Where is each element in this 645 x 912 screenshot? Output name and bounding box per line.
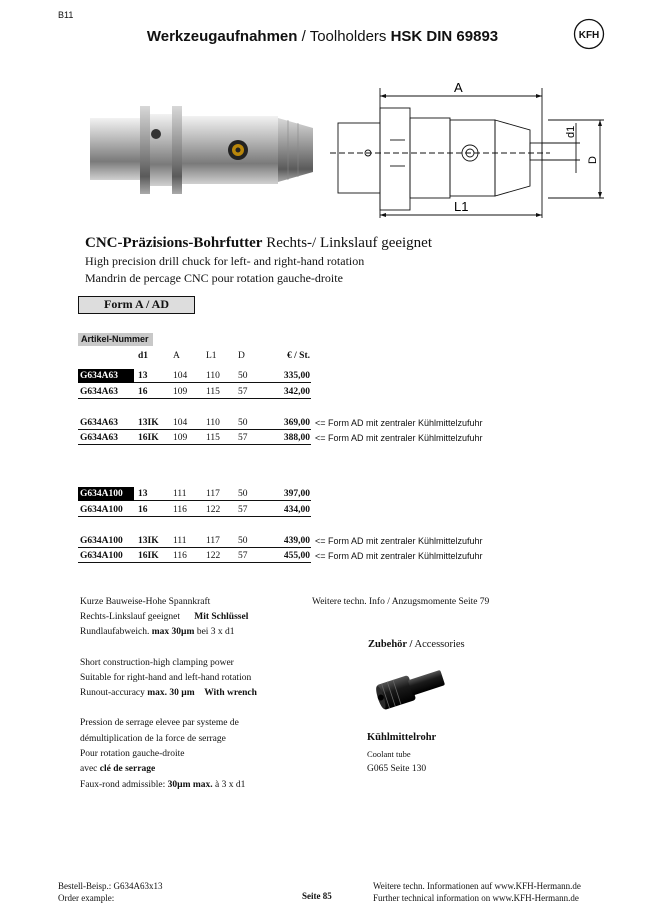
- row-l1: 117: [206, 489, 220, 499]
- title-standard: HSK DIN 69893: [390, 28, 499, 45]
- website-de: Weitere techn. Informationen auf www.KFH-Hermann.de: [373, 881, 581, 891]
- technical-drawing: [330, 78, 615, 228]
- feature-en-2: Suitable for right-hand and left-hand rotation: [80, 673, 252, 683]
- col-l1: L1: [206, 351, 217, 361]
- feature-en-1: Short construction-high clamping power: [80, 658, 234, 668]
- row-d1: 16: [138, 505, 148, 515]
- accessories-title: [368, 638, 465, 652]
- row-article: G634A63: [80, 418, 118, 428]
- order-example-de: Bestell-Beisp.: G634A63x13: [58, 881, 163, 891]
- row-price: 434,00: [283, 505, 310, 515]
- row-d1: 13: [138, 489, 148, 499]
- row-d1: 16: [138, 387, 148, 397]
- row-d: 50: [238, 371, 248, 381]
- feature-fr-2: démultiplication de la force de serrage: [80, 734, 226, 744]
- row-price: 388,00: [283, 433, 310, 443]
- row-d1: 13IK: [138, 418, 159, 428]
- feature-fr-5: [80, 778, 245, 792]
- table-row: [78, 431, 483, 445]
- page-number: Seite 85: [302, 891, 332, 901]
- table-row: [78, 503, 311, 517]
- heading-de: [85, 235, 432, 252]
- row-d1: 16IK: [138, 433, 159, 443]
- website-en: Further technical information on www.KFH-Hermann.de: [373, 893, 579, 903]
- row-article: G634A100: [80, 551, 123, 561]
- row-d: 57: [238, 551, 248, 561]
- feature-de-3c: bei 3 x d1: [196, 627, 235, 637]
- kfh-logo-icon: [573, 18, 605, 50]
- coolant-tube-image: [370, 665, 450, 710]
- dim-d-label: D: [587, 156, 599, 164]
- dim-d1-label: d1: [565, 125, 577, 138]
- row-note: <= Form AD mit zentraler Kühlmittelzufuhr: [315, 536, 483, 546]
- feature-de-3b: max 30µm: [151, 627, 195, 637]
- row-price: 439,00: [283, 536, 310, 546]
- heading-fr: Mandrin de percage CNC pour rotation gauche-droite: [85, 271, 343, 285]
- accessories-title-rest: Accessories: [414, 639, 465, 650]
- row-price: 335,00: [283, 371, 310, 381]
- row-l1: 115: [206, 433, 220, 443]
- accessory-name-en: Coolant tube: [367, 749, 411, 759]
- feature-fr-5c: à 3 x d1: [215, 780, 246, 790]
- logo-text: KFH: [578, 30, 600, 41]
- row-d: 57: [238, 505, 248, 515]
- row-a: 109: [173, 433, 188, 443]
- feature-en-3b: max. 30 µm: [147, 688, 195, 698]
- row-d: 57: [238, 433, 248, 443]
- row-l1: 122: [206, 505, 221, 515]
- row-d1: 16IK: [138, 551, 159, 561]
- feature-de-2: [80, 610, 248, 624]
- row-price: 342,00: [283, 387, 310, 397]
- row-a: 104: [173, 418, 188, 428]
- col-d: D: [238, 351, 245, 361]
- row-l1: 122: [206, 551, 221, 561]
- order-example-en: Order example:: [58, 893, 115, 903]
- heading-en: High precision drill chuck for left- and right-hand rotation: [85, 254, 365, 268]
- row-article: G634A100: [80, 536, 123, 546]
- feature-fr-1: Pression de serrage elevee par systeme de: [80, 718, 239, 728]
- row-note: <= Form AD mit zentraler Kühlmittelzufuhr: [315, 433, 483, 443]
- row-note: <= Form AD mit zentraler Kühlmittelzufuhr: [315, 418, 483, 428]
- table-row: [78, 549, 483, 563]
- heading-de-rest: Rechts-/ Linkslauf geeignet: [266, 235, 433, 251]
- row-d: 50: [238, 489, 248, 499]
- table-row: [78, 487, 311, 501]
- row-article: G634A100: [80, 505, 123, 515]
- title-de: Werkzeugaufnahmen: [146, 28, 298, 45]
- feature-fr-5b: 30µm max.: [167, 780, 213, 790]
- feature-fr-4b: clé de serrage: [99, 764, 156, 774]
- row-a: 111: [173, 489, 187, 499]
- row-price: 455,00: [283, 551, 310, 561]
- row-d1: 13IK: [138, 536, 159, 546]
- feature-en-3c: With wrench: [204, 688, 257, 698]
- row-article: G634A63: [80, 387, 118, 397]
- table-row: [78, 416, 483, 430]
- accessory-ref: G065 Seite 130: [367, 764, 427, 774]
- row-a: 111: [173, 536, 187, 546]
- feature-de-2a: Rechts-Linkslauf geeignet: [80, 612, 180, 622]
- row-d1: 13: [138, 371, 148, 381]
- col-d1: d1: [138, 351, 149, 361]
- row-price: 369,00: [283, 418, 310, 428]
- row-article: G634A63: [78, 369, 134, 383]
- row-article: G634A100: [78, 487, 134, 501]
- feature-fr-4a: avec: [80, 764, 98, 774]
- row-l1: 110: [206, 371, 220, 381]
- col-a: A: [173, 351, 180, 361]
- title-sep: /: [301, 28, 306, 45]
- page-title: [0, 28, 645, 45]
- info-link: Weitere techn. Info / Anzugsmomente Seite 79: [312, 597, 490, 607]
- feature-en-3a: Runout-accuracy: [80, 688, 145, 698]
- row-d: 50: [238, 536, 248, 546]
- table-row: [78, 369, 311, 383]
- row-note: <= Form AD mit zentraler Kühlmittelzufuhr: [315, 551, 483, 561]
- form-label-box: Form A / AD: [78, 296, 195, 314]
- article-number-label: Artikel-Nummer: [78, 333, 153, 346]
- feature-de-3a: Rundlaufabweich.: [80, 627, 150, 637]
- feature-de-1: Kurze Bauweise-Hohe Spannkraft: [80, 597, 211, 607]
- dim-a-label: A: [454, 80, 463, 95]
- heading-de-bold: CNC-Präzisions-Bohrfutter: [85, 235, 263, 251]
- row-a: 109: [173, 387, 188, 397]
- page-code: B11: [58, 10, 74, 20]
- accessory-name: Kühlmittelrohr: [367, 732, 437, 743]
- col-price: € / St.: [287, 351, 310, 361]
- row-l1: 115: [206, 387, 220, 397]
- row-a: 116: [173, 551, 187, 561]
- row-a: 116: [173, 505, 187, 515]
- feature-de-3: [80, 625, 235, 639]
- table-row: [78, 534, 483, 548]
- feature-en-3: [80, 686, 257, 700]
- title-en: Toolholders: [309, 28, 387, 45]
- dim-l1-label: L1: [454, 199, 469, 214]
- row-d: 50: [238, 418, 248, 428]
- feature-fr-4: [80, 762, 155, 776]
- row-price: 397,00: [283, 489, 310, 499]
- feature-fr-3: Pour rotation gauche-droite: [80, 749, 185, 759]
- feature-fr-5a: Faux-rond admissible:: [80, 780, 166, 790]
- row-d: 57: [238, 387, 248, 397]
- feature-de-2b: Mit Schlüssel: [194, 612, 249, 622]
- row-l1: 110: [206, 418, 220, 428]
- row-article: G634A63: [80, 433, 118, 443]
- row-l1: 117: [206, 536, 220, 546]
- accessories-title-bold: Zubehör /: [368, 639, 413, 650]
- row-a: 104: [173, 371, 188, 381]
- table-row: [78, 385, 311, 399]
- product-photo: [88, 100, 318, 200]
